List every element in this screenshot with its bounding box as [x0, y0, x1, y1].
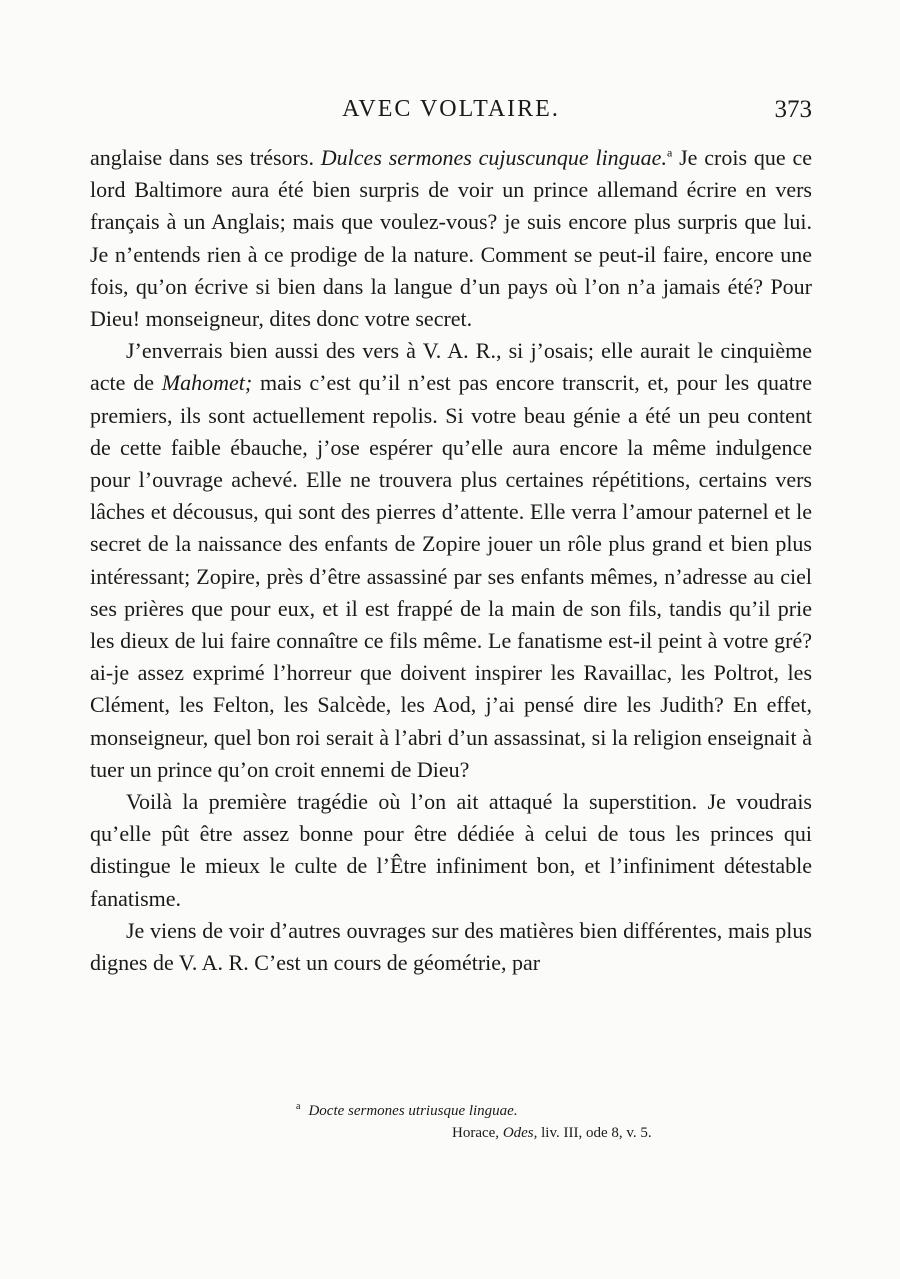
- text-run: J’enverrais bien aussi des vers à V. A. R., si j’osais; elle aurait le cinquième acte de: [90, 338, 812, 396]
- paragraph: [90, 915, 812, 979]
- paragraph: [90, 786, 812, 915]
- footnote-source-line: [90, 1122, 812, 1144]
- text-run: Voilà la première tragédie où l’on ait attaqué la superstition. Je voudrais qu’elle pût être assez bonne pour être dédiée à celui de tous les princes qui distingue le mieux le culte de l’Être infiniment bon, et l’infiniment détestable fanatisme.: [90, 789, 812, 911]
- footnote-work: Odes,: [502, 1125, 538, 1141]
- text-run: Je crois que ce lord Baltimore aura été bien surpris de voir un prince allemand écrire en vers français à un Anglais; mais que voulez-vous? je suis encore plus surpris que lui. Je n’entends rien à ce prodige de la nature. Comment se peut-il faire, encore une fois, qu’on écrive si bien dans la langue d’un pays où l’on n’a jamais été? Pour Dieu! monseigneur, dites donc votre secret.: [90, 145, 813, 332]
- page-number: 373: [774, 96, 812, 123]
- footnote: [90, 1100, 812, 1144]
- latin-quote: Dulces sermones cujuscunque linguae.: [320, 145, 667, 170]
- footnote-author: Horace,: [452, 1125, 503, 1141]
- footnote-quote: Docte sermones utriusque linguae.: [308, 1103, 518, 1119]
- footnote-quote-line: [90, 1100, 812, 1122]
- footnote-reference-detail: liv. III, ode 8, v. 5.: [537, 1125, 652, 1141]
- footnote-reference: a: [666, 145, 673, 160]
- text-run: mais c’est qu’il n’est pas encore transcrit, et, pour les quatre premiers, ils sont actuellement repolis. Si votre beau génie a été un peu content de cette faible ébauche, j’ose espérer qu’elle aura encore la même indulgence pour l’ouvrage achevé. Elle ne trouvera plus certaines répétitions, certains vers lâches et décousus, qui sont des pierres d’attente. Elle verra l’amour paternel et le secret de la naissance des enfants de Zopire jouer un rôle plus grand et bien plus intéressant; Zopire, près d’être assassiné par ses enfants mêmes, n’adresse au ciel ses prières que pour eux, et il est frappé de la main de son fils, tandis qu’il prie les dieux de lui faire connaître ce fils même. Le fanatisme est-il peint à votre gré? ai-je assez exprimé l’horreur que doivent inspirer les Ravaillac, les Poltrot, les Clément, les Felton, les Salcède, les Aod, j’ai pensé dire les Judith? En effet, monseigneur, quel bon roi serait à l’abri d’un assassinat, si la religion enseignait à tuer un prince qu’on croit ennemi de Dieu?: [90, 370, 813, 782]
- paragraph: [90, 142, 812, 335]
- page-header: [90, 96, 812, 126]
- work-title: Mahomet;: [161, 370, 253, 396]
- paragraph: [90, 335, 812, 786]
- body-text: [90, 142, 812, 979]
- text-run: anglaise dans ses trésors.: [90, 145, 321, 170]
- footnote-mark: a: [296, 1101, 301, 1112]
- running-title: AVEC VOLTAIRE.: [342, 96, 560, 122]
- text-run: Je viens de voir d’autres ouvrages sur des matières bien différentes, mais plus dignes de V. A. R. C’est un cours de géométrie, par: [90, 917, 812, 976]
